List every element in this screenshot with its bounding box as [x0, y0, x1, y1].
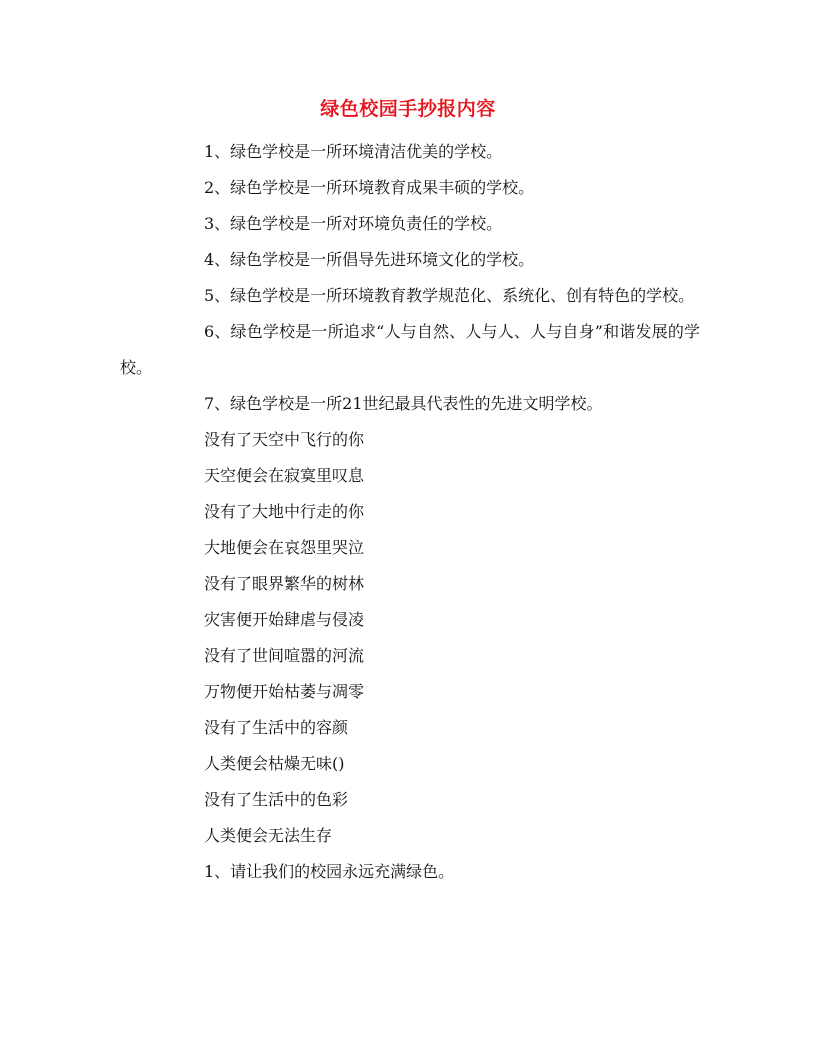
poem-line: 没有了生活中的容颜 [204, 718, 349, 737]
list-item: 2、绿色学校是一所环境教育成果丰硕的学校。 [204, 178, 535, 197]
poem-line: 没有了生活中的色彩 [204, 790, 349, 809]
poem-line: 人类便会枯燥无味() [204, 754, 345, 773]
list-item: 1、绿色学校是一所环境清洁优美的学校。 [204, 142, 503, 161]
poem-line: 人类便会无法生存 [204, 826, 333, 845]
poem-line: 灾害便开始肆虐与侵凌 [204, 610, 365, 629]
list-item: 7、绿色学校是一所21世纪最具代表性的先进文明学校。 [204, 394, 603, 413]
poem-line: 没有了世间喧嚣的河流 [204, 646, 365, 665]
closing-line: 1、请让我们的校园永远充满绿色。 [204, 862, 455, 881]
list-item: 3、绿色学校是一所对环境负责任的学校。 [204, 214, 503, 233]
page-title: 绿色校园手抄报内容 [320, 98, 496, 120]
list-item: 6、绿色学校是一所追求“人与自然、人与人、人与自身”和谐发展的学校。 [120, 322, 700, 377]
poem-line: 大地便会在哀怨里哭泣 [204, 538, 365, 557]
document-body [120, 134, 700, 890]
poem-line: 万物便开始枯萎与凋零 [204, 682, 365, 701]
list-item: 4、绿色学校是一所倡导先进环境文化的学校。 [204, 250, 535, 269]
list-item: 5、绿色学校是一所环境教育教学规范化、系统化、创有特色的学校。 [204, 286, 695, 305]
poem-line: 没有了大地中行走的你 [204, 502, 365, 521]
poem-line: 没有了眼界繁华的树林 [204, 574, 365, 593]
poem-line: 没有了天空中飞行的你 [204, 430, 365, 449]
poem-line: 天空便会在寂寞里叹息 [204, 466, 365, 485]
